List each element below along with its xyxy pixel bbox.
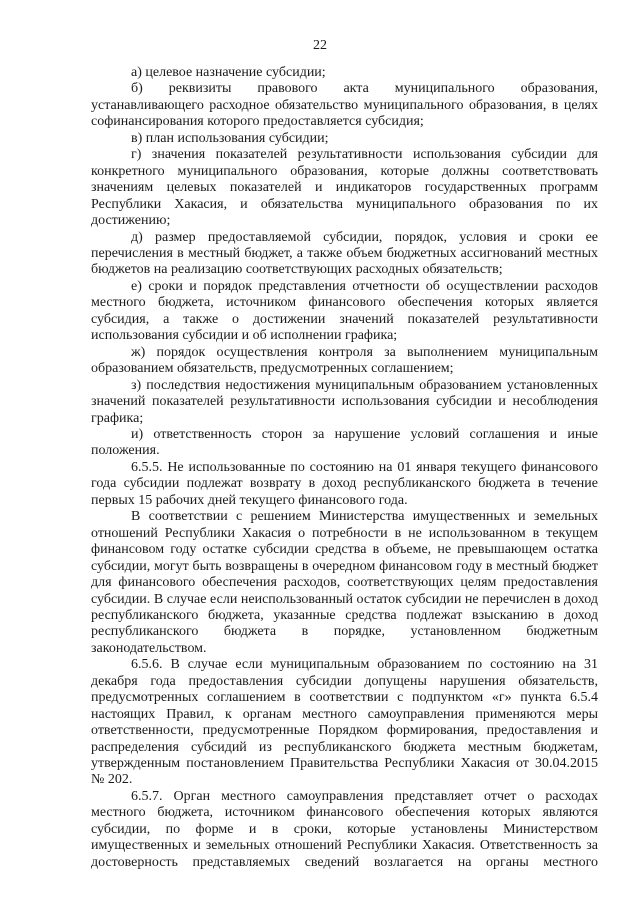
clause-6-5-7: 6.5.7. Орган местного самоуправления представляет отчет о расходах местного бюджета, источником финансового обеспечения которых являются субсидии, по форме и в сроки, которые установлены Министерством имущественных и земельных отношений Республики Хакасия. Ответственность за достоверность представляемых сведений возлагается на органы местного bbox=[91, 788, 598, 870]
page-number: 22 bbox=[313, 38, 327, 53]
paragraph-e: е) сроки и порядок представления отчетности об осуществлении расходов местного бюджета, источником финансового обеспечения которых является субсидия, а также о достижении значений показателей результативности использования субсидии и об исполнении графика; bbox=[91, 278, 598, 344]
clause-6-5-5-continuation: В соответствии с решением Министерства имущественных и земельных отношений Республики Хакасия о потребности в не использованном в текущем финансовом году остатке субсидии средства в объеме, не превышающем остатка субсидии, могут быть возвращены в очередном финансовом году в местный бюджет для финансового обеспечения расходов, соответствующих целям предоставления субсидии. В случае если неиспользованный остаток субсидии не перечислен в доход республиканского бюджета, указанные средства подлежат взысканию в доход республиканского бюджета в порядке, установленном бюджетным законодательством. bbox=[91, 509, 598, 656]
paragraph-zh: ж) порядок осуществления контроля за выполнением муниципальным образованием обязательств, предусмотренных соглашением; bbox=[91, 344, 598, 377]
document-body bbox=[91, 65, 598, 871]
paragraph-b: б) реквизиты правового акта муниципального образования, устанавливающего расходное обязательство муниципального образования, в целях софинансирования которого предоставляется субсидия; bbox=[91, 81, 598, 130]
paragraph-g: г) значения показателей результативности использования субсидии для конкретного муниципального образования, которые должны соответствовать значениям целевых показателей и индикаторов государственных программ Республики Хакасия, и обязательства муниципального образования по их достижению; bbox=[91, 147, 598, 229]
paragraph-d: д) размер предоставляемой субсидии, порядок, условия и сроки ее перечисления в местный бюджет, а также объем бюджетных ассигнований местных бюджетов на реализацию соответствующих расходных обязательств; bbox=[91, 229, 598, 278]
paragraph-v: в) план использования субсидии; bbox=[131, 130, 329, 146]
paragraph-i: и) ответственность сторон за нарушение условий соглашения и иные положения. bbox=[91, 426, 598, 459]
paragraph-a: а) целевое назначение субсидии; bbox=[131, 65, 326, 80]
paragraph-z: з) последствия недостижения муниципальным образованием установленных значений показателей результативности использования субсидии и несоблюдения графика; bbox=[91, 377, 598, 426]
clause-6-5-6: 6.5.6. В случае если муниципальным образованием по состоянию на 31 декабря года предоставления субсидии допущены нарушения обязательств, предусмотренных соглашением в соответствии с подпунктом «г» пункта 6.5.4 настоящих Правил, к органам местного самоуправления применяются меры ответственности, предусмотренные Порядком формирования, предоставления и распределения субсидий из республиканского бюджета местным бюджетам, утвержденным постановлением Правительства Республики Хакасия от 30.04.2015 № 202. bbox=[91, 657, 598, 788]
clause-6-5-5: 6.5.5. Не использованные по состоянию на 01 января текущего финансового года субсидии подлежат возврату в доход республиканского бюджета в течение первых 15 рабочих дней текущего финансового года. bbox=[91, 459, 598, 508]
